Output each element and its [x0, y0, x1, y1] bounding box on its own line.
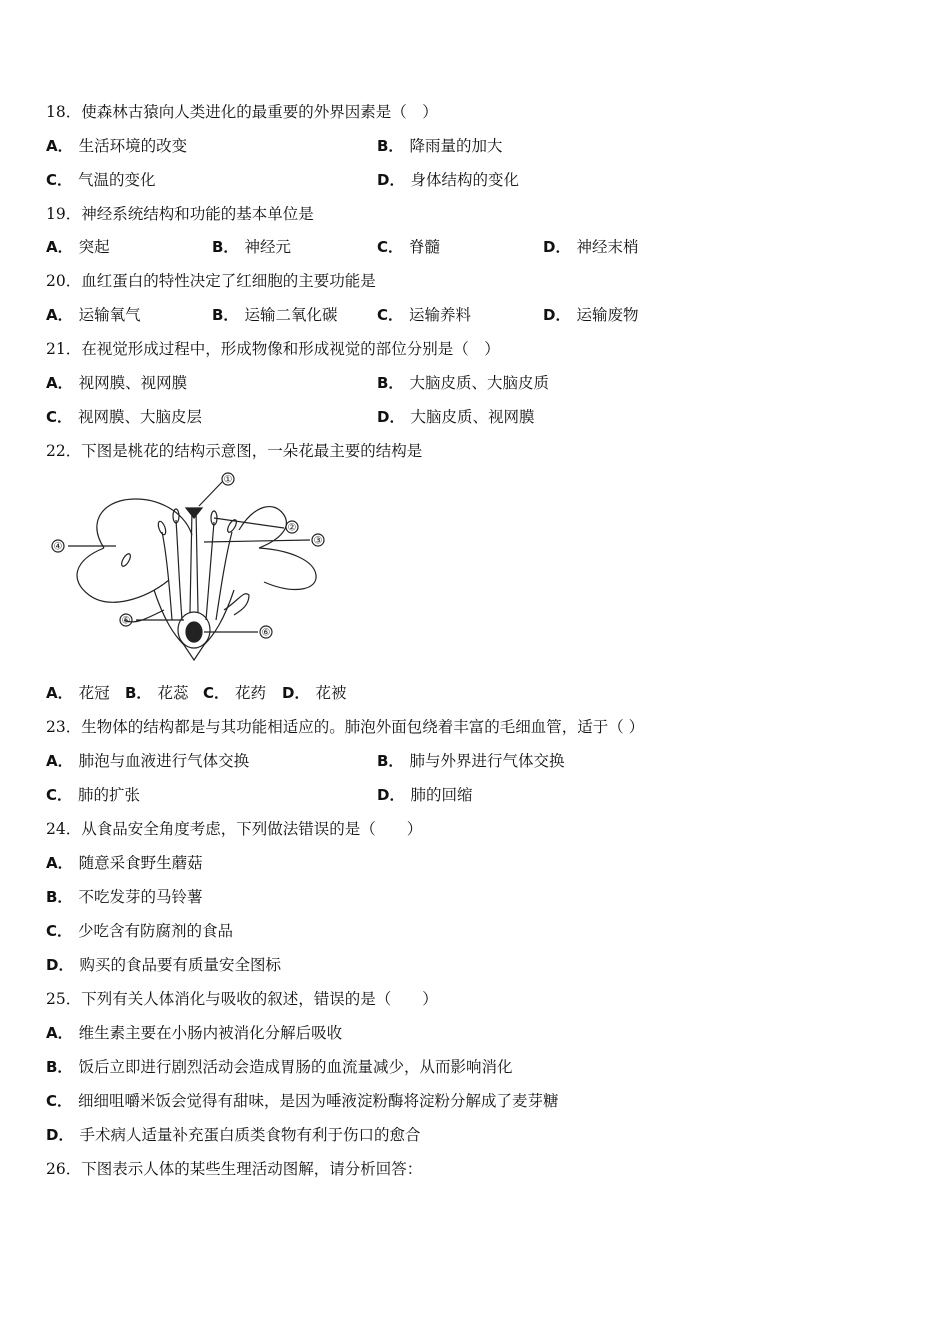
option-text: 随意采食野生蘑菇 [78, 854, 203, 872]
anther-5 [120, 552, 132, 567]
question-text: 神经系统结构和功能的基本单位是 [81, 205, 314, 223]
option-text: 维生素主要在小肠内被消化分解后吸收 [78, 1024, 343, 1042]
anther-1 [157, 520, 167, 535]
option-label: D． [282, 684, 310, 702]
option-d [543, 237, 638, 257]
question-text: 下列有关人体消化与吸收的叙述，错误的是（ ） [81, 990, 438, 1008]
option-text: 不吃发芽的马铃薯 [78, 888, 203, 906]
ovule [186, 622, 202, 642]
option-label: C． [203, 684, 230, 702]
option-label: D． [377, 171, 405, 189]
petal-right [259, 548, 316, 589]
option-text: 视网膜、大脑皮层 [78, 408, 203, 426]
question-20 [46, 271, 376, 291]
question-21 [46, 339, 500, 359]
option-b [46, 887, 202, 907]
option-label: C． [46, 408, 73, 426]
option-label: A． [46, 1024, 73, 1042]
question-number: 21． [46, 340, 82, 358]
option-a [46, 136, 187, 156]
figure-label-5: ⑤ [121, 615, 131, 627]
option-text: 运输氧气 [78, 306, 141, 324]
option-label: C． [46, 786, 73, 804]
option-text: 大脑皮质、大脑皮质 [409, 374, 549, 392]
option-label: D． [46, 956, 74, 974]
option-label: A． [46, 854, 73, 872]
stamen-filament-3 [206, 522, 214, 620]
option-d [377, 785, 472, 805]
question-number: 23． [46, 718, 82, 736]
option-text: 花药 [235, 684, 267, 702]
option-text: 神经元 [244, 238, 291, 256]
question-24 [46, 819, 422, 839]
question-text: 在视觉形成过程中，形成物像和形成视觉的部位分别是（ ） [81, 340, 500, 358]
option-text: 身体结构的变化 [410, 171, 519, 189]
option-label: D． [543, 306, 571, 324]
option-label: C． [46, 1092, 73, 1110]
option-label: B． [46, 888, 73, 906]
peach-flower-diagram [44, 470, 334, 670]
option-d [377, 407, 534, 427]
option-b [377, 373, 549, 393]
option-d [543, 305, 638, 325]
option-text: 突起 [78, 238, 110, 256]
stamen-filament-1 [162, 532, 172, 620]
question-number: 19． [46, 205, 82, 223]
question-text: 下图表示人体的某些生理活动图解，请分析回答： [81, 1160, 423, 1178]
option-label: B． [46, 1058, 73, 1076]
question-number: 18． [46, 103, 82, 121]
figure-label-2: ② [287, 522, 297, 534]
option-b [377, 751, 564, 771]
leader-3 [204, 540, 310, 542]
stamen-filament-4 [216, 532, 232, 620]
option-label: A． [46, 238, 73, 256]
option-d [46, 955, 281, 975]
option-text: 购买的食品要有质量安全图标 [79, 956, 281, 974]
option-a [46, 853, 203, 873]
figure-label-1: ① [223, 474, 233, 486]
option-text: 运输废物 [576, 306, 639, 324]
option-text: 生活环境的改变 [78, 137, 188, 155]
leader-2 [214, 518, 284, 528]
option-label: D． [46, 1126, 74, 1144]
option-label: A． [46, 137, 73, 155]
option-label: B． [377, 752, 404, 770]
option-text: 神经末梢 [576, 238, 639, 256]
option-label: A． [46, 752, 73, 770]
option-text: 花蕊 [157, 684, 189, 702]
option-c [203, 683, 266, 703]
question-18 [46, 102, 438, 122]
option-label: A． [46, 306, 73, 324]
question-text: 下图是桃花的结构示意图，一朵花最主要的结构是 [81, 442, 423, 460]
figure-label-6: ⑥ [261, 627, 271, 639]
question-19 [46, 204, 314, 224]
option-text: 脊髓 [409, 238, 441, 256]
option-label: C． [46, 171, 73, 189]
option-text: 运输二氧化碳 [244, 306, 338, 324]
option-label: C． [377, 306, 404, 324]
option-label: D． [377, 408, 405, 426]
option-text: 运输养料 [409, 306, 472, 324]
option-b [377, 136, 502, 156]
sepal-right [224, 594, 249, 615]
question-text: 血红蛋白的特性决定了红细胞的主要功能是 [81, 272, 376, 290]
question-text: 生物体的结构都是与其功能相适应的。肺泡外面包绕着丰富的毛细血管，适于（ ） [81, 718, 645, 736]
option-c [377, 305, 471, 325]
question-number: 25． [46, 990, 82, 1008]
question-22 [46, 441, 422, 461]
option-c [46, 785, 140, 805]
question-text: 使森林古猿向人类进化的最重要的外界因素是（ ） [81, 103, 438, 121]
question-number: 24． [46, 820, 82, 838]
option-text: 少吃含有防腐剂的食品 [78, 922, 234, 940]
option-label: C． [377, 238, 404, 256]
option-text: 降雨量的加大 [409, 137, 503, 155]
figure-label-3: ③ [313, 535, 323, 547]
option-label: B． [377, 374, 404, 392]
option-label: C． [46, 922, 73, 940]
option-text: 大脑皮质、视网膜 [410, 408, 535, 426]
option-b [212, 305, 337, 325]
option-text: 肺的回缩 [410, 786, 473, 804]
option-label: B． [212, 238, 239, 256]
option-text: 细细咀嚼米饭会觉得有甜味，是因为唾液淀粉酶将淀粉分解成了麦芽糖 [78, 1092, 559, 1110]
option-c [46, 407, 202, 427]
option-a [46, 751, 249, 771]
option-text: 气温的变化 [78, 171, 156, 189]
option-label: B． [125, 684, 152, 702]
option-label: A． [46, 374, 73, 392]
option-a [46, 237, 110, 257]
option-d [282, 683, 346, 703]
stigma [186, 508, 202, 518]
pistil-style [190, 510, 198, 612]
question-number: 20． [46, 272, 82, 290]
option-a [46, 683, 110, 703]
stamen-filament-2 [176, 520, 182, 620]
option-text: 饭后立即进行剧烈活动会造成胃肠的血流量减少，从而影响消化 [78, 1058, 513, 1076]
option-label: D． [543, 238, 571, 256]
figure-label-4: ④ [53, 541, 63, 553]
option-text: 花被 [315, 684, 347, 702]
option-a [46, 305, 141, 325]
option-d [377, 170, 519, 190]
question-number: 26． [46, 1160, 82, 1178]
option-d [46, 1125, 420, 1145]
option-text: 花冠 [78, 684, 110, 702]
option-b [46, 1057, 512, 1077]
option-b [125, 683, 188, 703]
question-25 [46, 989, 438, 1009]
option-c [377, 237, 440, 257]
option-label: B． [212, 306, 239, 324]
question-23 [46, 717, 644, 737]
option-text: 肺泡与血液进行气体交换 [78, 752, 250, 770]
option-c [46, 170, 156, 190]
option-c [46, 1091, 559, 1111]
option-label: D． [377, 786, 405, 804]
option-c [46, 921, 233, 941]
question-text: 从食品安全角度考虑，下列做法错误的是（ ） [81, 820, 423, 838]
option-text: 肺与外界进行气体交换 [409, 752, 565, 770]
option-text: 视网膜、视网膜 [78, 374, 188, 392]
option-a [46, 1023, 342, 1043]
leader-1 [199, 482, 222, 506]
option-label: A． [46, 684, 73, 702]
question-number: 22． [46, 442, 82, 460]
option-a [46, 373, 187, 393]
option-text: 手术病人适量补充蛋白质类食物有利于伤口的愈合 [79, 1126, 421, 1144]
option-text: 肺的扩张 [78, 786, 141, 804]
option-b [212, 237, 291, 257]
question-26 [46, 1159, 422, 1179]
option-label: B． [377, 137, 404, 155]
